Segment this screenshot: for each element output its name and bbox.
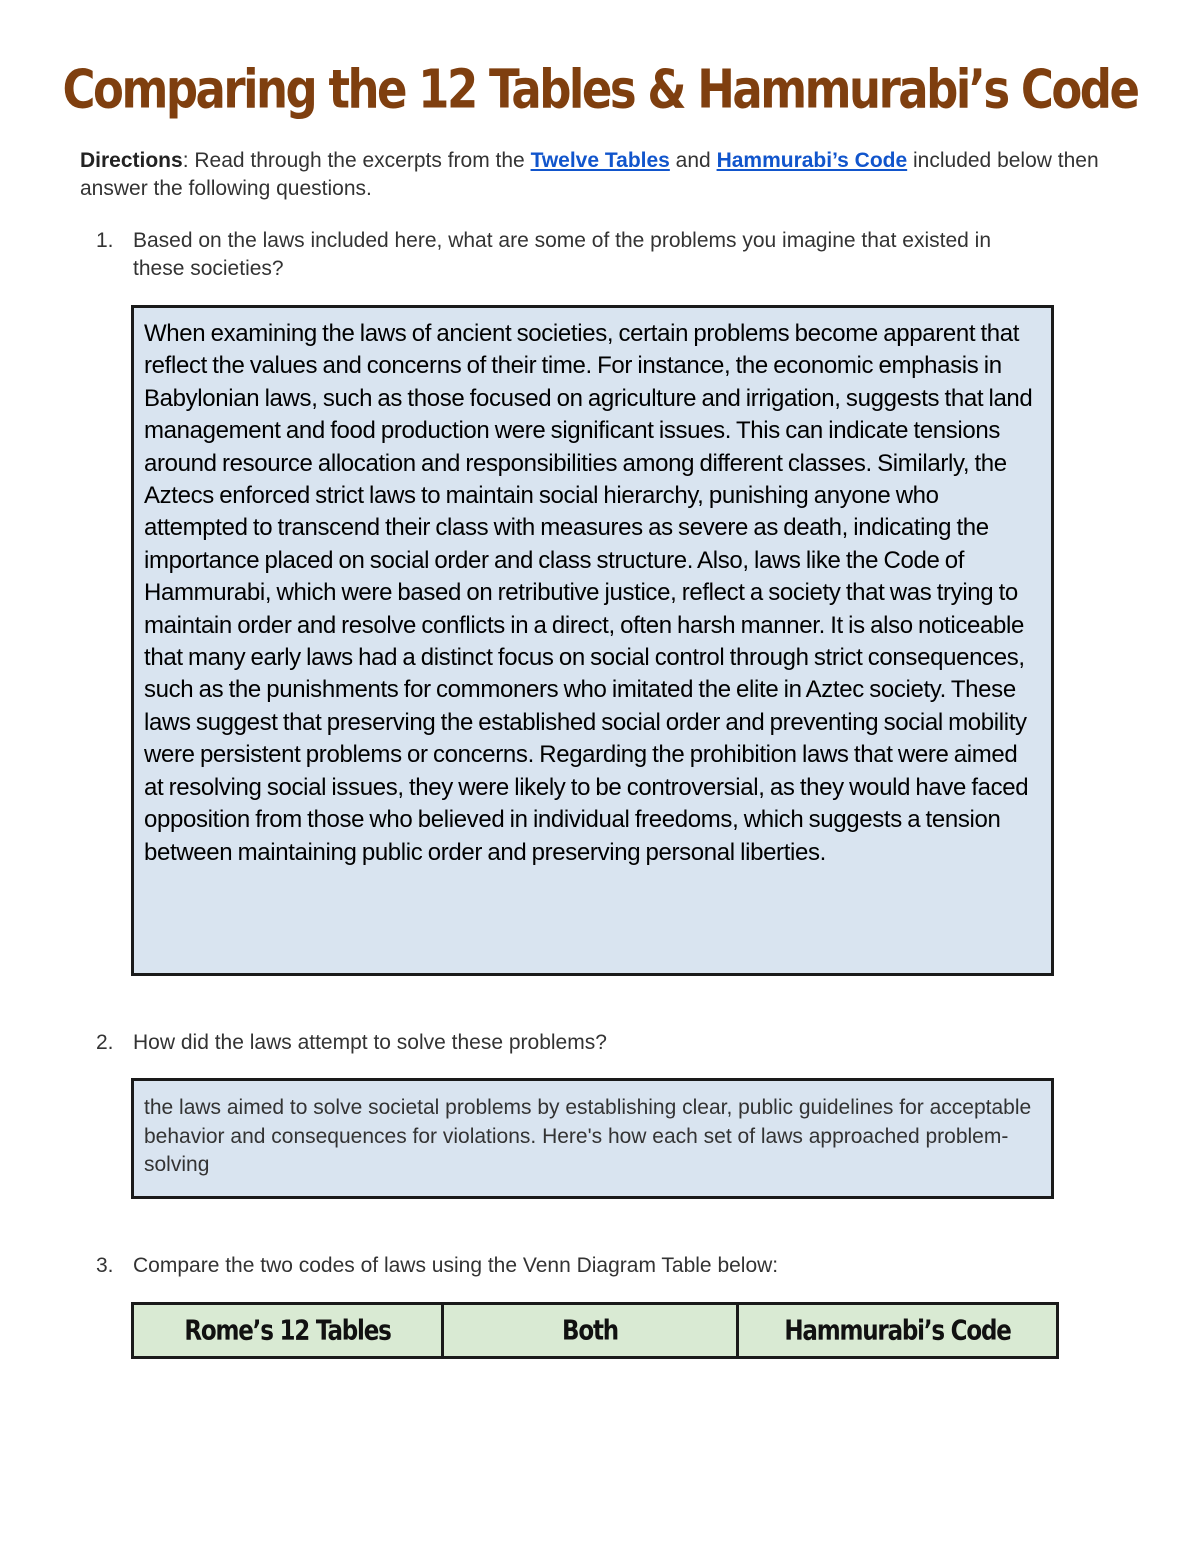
question-text: Based on the laws included here, what are some of the problems you imagine that existed in these societies? — [133, 229, 991, 280]
directions-text-middle: and — [669, 149, 717, 172]
table-header-row — [133, 1304, 1058, 1358]
page-title: Comparing the 12 Tables & Hammurabi’s Code — [62, 58, 1138, 121]
answer-box-1[interactable]: When examining the laws of ancient societies, certain problems become apparent that reflect the values and concerns of their time. For instance, the economic emphasis in Babylonian laws, such as those focused on agriculture and irrigation, suggests that land management and food production were significant issues. This can indicate tensions around resource allocation and responsibilities among different classes. Similarly, the Aztecs enforced strict laws to maintain social hierarchy, punishing anyone who attempted to transcend their class with measures as severe as death, indicating the importance placed on social order and class structure. Also, laws like the Code of Hammurabi, which were based on retributive justice, reflect a society that was trying to maintain order and resolve conflicts in a direct, often harsh manner. It is also noticeable that many early laws had a distinct focus on social control through strict consequences, such as the punishments for commoners who imitated the elite in Aztec society. These laws suggest that preserving the established social order and preventing social mobility were persistent problems or concerns. Regarding the prohibition laws that were aimed at resolving social issues, they were likely to be controversial, as they would have faced opposition from those who believed in individual freedoms, which suggests a tension between maintaining public order and preserving personal liberties. — [131, 305, 1054, 976]
answer-box-2[interactable]: the laws aimed to solve societal problems by establishing clear, public guidelines for acceptable behavior and consequences for violations. Here's how each set of laws approached problem-solving — [131, 1078, 1054, 1199]
directions-text-before: : Read through the excerpts from the — [182, 149, 531, 172]
header-rome-12-tables: Rome’s 12 Tables — [133, 1304, 443, 1358]
question-number: 3. — [96, 1254, 114, 1277]
hammurabis-code-link[interactable]: Hammurabi’s Code — [716, 149, 908, 172]
twelve-tables-link[interactable]: Twelve Tables — [530, 149, 670, 172]
question-number: 1. — [96, 229, 114, 252]
question-number: 2. — [96, 1031, 114, 1054]
directions-text-after: included below then answer the following questions. — [80, 149, 1099, 200]
directions-label: Directions — [80, 149, 183, 172]
header-both: Both — [443, 1304, 738, 1358]
directions — [80, 147, 1120, 203]
header-hammurabis-code: Hammurabi’s Code — [738, 1304, 1058, 1358]
question-text: Compare the two codes of laws using the Venn Diagram Table below: — [133, 1254, 779, 1277]
question-text: How did the laws attempt to solve these problems? — [133, 1031, 607, 1054]
venn-diagram-table — [131, 1302, 1059, 1359]
